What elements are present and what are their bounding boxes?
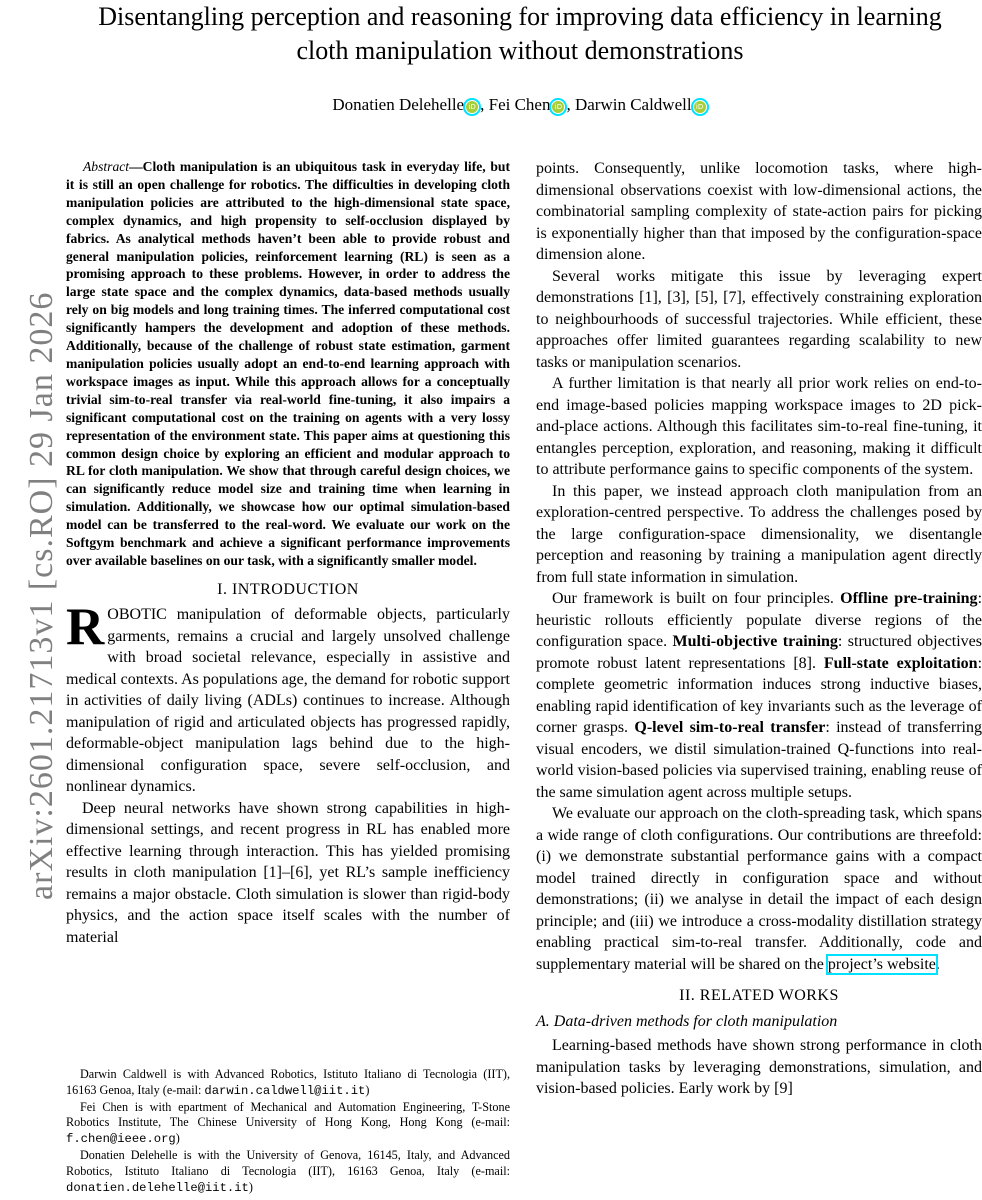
section-heading: II. RELATED WORKS (679, 987, 839, 1004)
right-column (536, 158, 982, 1100)
intro-paragraph: Deep neural networks have shown strong capabilities in high-dimensional settings, and recent progress in RL has enabled more effective learning through interaction. This has yielded promising results in cloth manipulation [1]–[6], yet RL’s sample inefficiency remains a major obstacle. Cloth simulation is slower than rigid-body physics, and the action space itself scales with the number of material (66, 799, 510, 946)
orcid-icon[interactable]: iD (694, 101, 706, 113)
paper-title: Disentangling perception and reasoning for improving data efficiency in learning cloth manipulation without demonstrations (98, 2, 942, 65)
intro-paragraph: Several works mitigate this issue by leveraging expert demonstrations [1], [3], [5], [7], effectively constraining exploration to neighbourhoods of successful trajectories. While efficient, these approaches offer limited guarantees regarding scalability to new tasks or manipulation scenarios. (536, 267, 982, 371)
footnote: Darwin Caldwell is with Advanced Robotics, Istituto Italiano di Tecnologia (IIT), 16163 Genoa, Italy (e-mail: darwin.caldwell@iit.it) (66, 1067, 510, 1098)
arxiv-identifier: arXiv:2601.21713v1 [cs.RO] 29 Jan 2026 (23, 291, 60, 900)
subsection-heading: A. Data-driven methods for cloth manipulation (536, 1012, 838, 1030)
project-website-link[interactable]: project’s website (827, 955, 936, 973)
abstract-label: Abstract (83, 159, 130, 174)
intro-paragraph: We evaluate our approach on the cloth-spreading task, which spans a wide range of cloth configurations. Our contributions are threefold: (i) we demonstrate substantial performance gains with a compact model trained directly in configuration space and without demonstrations; (ii) we analyse in detail the impact of each design principle; and (iii) we introduce a cross-modality distillation strategy enabling practical sim-to-real transfer. Additionally, code and supplementary material will be shared on the project’s website. (536, 805, 982, 973)
email-link[interactable]: donatien.delehelle@iit.it (66, 1180, 249, 1195)
intro-paragraph: points. Consequently, unlike locomotion tasks, where high-dimensional observations coexist with low-dimensional actions, the combinatorial sampling complexity of state-action pairs for picking is exponentially higher than that imposed by the configuration-space dimension alone. (536, 160, 982, 263)
intro-paragraph: In this paper, we instead approach cloth manipulation from an exploration-centred perspective. To address the challenges posed by the large configuration-space dimensionality, we disentangle perception and reasoning by training a manipulation agent directly from full state information in simulation. (536, 482, 982, 586)
dropcap: R (66, 598, 105, 657)
section-heading: I. INTRODUCTION (217, 580, 359, 598)
orcid-icon[interactable]: iD (552, 101, 564, 113)
footnote: Fei Chen is with epartment of Mechanical and Automation Engineering, T-Stone Robotics Institute, The Chinese University of Hong Kong, Hong Kong (e-mail: f.chen@ieee.org) (66, 1099, 510, 1147)
author-list: Donatien Delehelle iD , Fei Chen iD , Darwin Caldwell iD (0, 94, 982, 116)
author-name: Fei Chen (488, 95, 551, 114)
abstract: Abstract—Cloth manipulation is an ubiquitous task in everyday life, but it is still an open challenge for robotics. The difficulties in developing cloth manipulation policies are attributed to the high-dimensional state space, complex dynamics, and high propensity to self-occlusion displayed by fabrics. As analytical methods haven’t been able to provide robust and general manipulation policies, reinforcement learning (RL) is seen as a promising approach to these problems. However, in order to address the large state space and the complex dynamics, data-based methods usually rely on big models and long training times. The inferred computational cost significantly hampers the development and adoption of these methods. Additionally, because of the challenge of robust state estimation, garment manipulation policies usually adopt an end-to-end learning approach with workspace images as input. While this approach allows for a conceptually trivial sim-to-real transfer via real-world fine-tuning, it also impairs a significant computational cost on the training on agents with a very lossy representation of the environment state. This paper aims at questioning this common design choice by exploring an efficient and modular approach to RL for cloth manipulation. We show that through careful design choices, we can significantly reduce model size and training time when learning in simulation. Additionally, we showcase how our optimal simulation-based model can be transferred to the real-word. We evaluate our work on the Softgym benchmark and achieve a significant performance improvements over available baselines on our task, with a significantly smaller model. (66, 159, 510, 568)
author-name: Donatien Delehelle (332, 95, 465, 114)
footnotes (66, 1067, 510, 1196)
abstract-text: Cloth manipulation is an ubiquitous task in everyday life, but it is still an open challenge for robotics. The difficulties in developing cloth manipulation policies are attributed to the high-dimensional state space, complex dynamics, and high propensity to self-occlusion displayed by fabrics. As analytical methods haven’t been able to provide robust and general manipulation policies, reinforcement learning (RL) is seen as a promising approach to these problems. However, in order to address the large state space and the complex dynamics, data-based methods usually rely on big models and long training times. The inferred computational cost significantly hampers the development and adoption of these methods. Additionally, because of the challenge of robust state estimation, garment manipulation policies usually adopt an end-to-end learning approach with workspace images as input. While this approach allows for a conceptually trivial sim-to-real transfer via real-world fine-tuning, it also impairs a significant computational cost on the training on agents with a very lossy representation of the environment state. This paper aims at questioning this common design choice by exploring an efficient and modular approach to RL for cloth manipulation. We show that through careful design choices, we can significantly reduce model size and training time when learning in simulation. Additionally, we showcase how our optimal simulation-based model can be transferred to the real-word. We evaluate our work on the Softgym benchmark and achieve a significant performance improvements over available baselines on our task, with a significantly smaller model. (66, 159, 510, 568)
email-link[interactable]: f.chen@ieee.org (66, 1132, 176, 1147)
related-work-paragraph: Learning-based methods have shown strong performance in cloth manipulation tasks by leveraging demonstrations, simulation, and vision-based policies. Early work by [9] (536, 1037, 982, 1097)
footnote: Donatien Delehelle is with the University of Genova, 16145, Italy, and Advanced Robotics, Istituto Italiano di Tecnologia (IIT), 16163 Genoa, Italy (e-mail: donatien.delehelle@iit.it) (66, 1147, 510, 1195)
intro-paragraph: Our framework is built on four principles. Offline pre-training: heuristic rollouts efficiently populate diverse regions of the configuration space. Multi-objective training: structured objectives promote robust latent representations [8]. Full-state exploitation: complete geometric information induces strong inductive biases, enabling rapid identification of key invariants such as the leverage of corner grasps. Q-level sim-to-real transfer: instead of transferring visual encoders, we distil simulation-trained Q-functions into real-world vision-based policies via supervised training, enabling reuse of the same simulation agent across multiple setups. (536, 590, 982, 801)
email-link[interactable]: darwin.caldwell@iit.it (204, 1083, 366, 1098)
left-column (66, 158, 510, 948)
orcid-icon[interactable]: iD (466, 101, 478, 113)
author-name: Darwin Caldwell (574, 95, 692, 114)
intro-paragraph: ROBOTIC manipulation of deformable objects, particularly garments, remains a crucial and largely unsolved challenge with broad societal relevance, especially in assistive and medical contexts. As populations age, the demand for robotic support in activities of daily living (ADLs) continues to increase. Although manipulation of rigid and articulated objects has progressed rapidly, deformable-object manipulation lags behind due to the high-dimensional configuration space, severe self-occlusion, and nonlinear dynamics. (66, 598, 510, 796)
intro-paragraph: A further limitation is that nearly all prior work relies on end-to-end image-based policies mapping workspace images to 2D pick-and-place actions. Although this facilitates sim-to-real fine-tuning, it entangles perception, exploration, and reasoning, making it difficult to attribute performance gains to specific components of the system. (536, 375, 982, 478)
